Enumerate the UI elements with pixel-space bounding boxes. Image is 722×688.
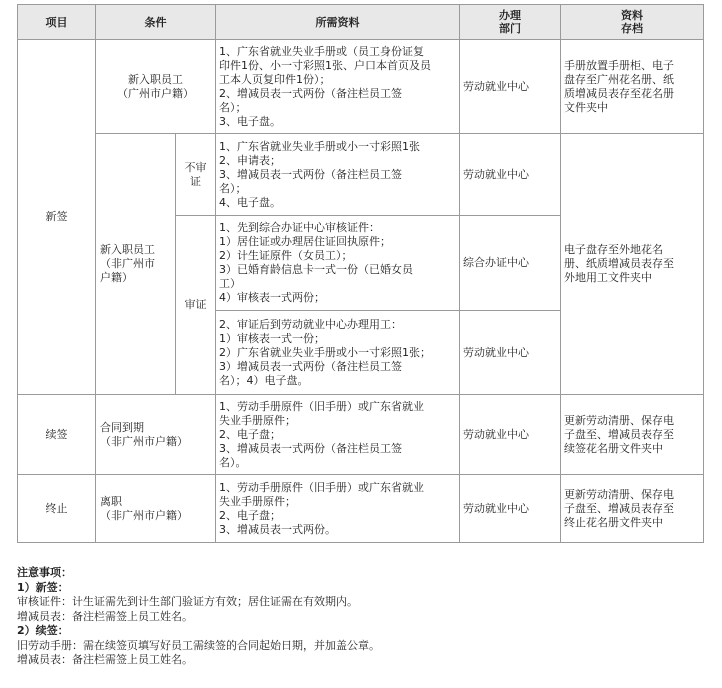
- archive-line: 终止花名册文件夹中: [564, 515, 663, 529]
- archive-line: 电子盘存至外地花名: [564, 243, 663, 256]
- material-line: 1）居住证或办理居住证回执原件；: [219, 235, 391, 248]
- material-line: 2、增减员表一式两份（备注栏员工签: [219, 86, 402, 100]
- material-line: 3）已婚育龄信息卡一式一份（已婚女员: [219, 263, 413, 276]
- material-line: 失业手册原件；: [219, 494, 296, 508]
- dept-cell: 劳动就业中心: [460, 475, 561, 543]
- condition-line: 新入职员工: [100, 243, 155, 256]
- archive-line: 手册放置手册柜、电子: [564, 58, 674, 72]
- dept-cell: 劳动就业中心: [460, 40, 561, 134]
- materials-cell: [216, 311, 460, 395]
- condition-line: 合同到期: [100, 420, 144, 434]
- dept-cell: 综合办证中心: [460, 216, 561, 311]
- material-line: 1、广东省就业失业手册或（员工身份证复: [219, 44, 424, 58]
- note-line: 审核证件：计生证需先到计生部门验证方有效；居住证需在有效期内。: [17, 595, 358, 608]
- materials-cell: [216, 40, 460, 134]
- subcondition-no-review: [176, 134, 216, 216]
- material-line: 失业手册原件；: [219, 413, 296, 427]
- material-line: 2、电子盘；: [219, 427, 281, 441]
- table-row: [18, 40, 704, 134]
- condition-line: 新入职员工: [128, 72, 183, 86]
- archive-line: 子盘至、增减员表存至: [564, 427, 674, 441]
- table-row: [18, 395, 704, 475]
- note-renew-title: 2）续签：: [17, 624, 69, 637]
- project-new: 新签: [18, 40, 96, 395]
- condition-line: 离职: [100, 494, 122, 508]
- archive-line: 更新劳动清册、保存电: [564, 487, 674, 501]
- material-line: 3、增减员表一式两份。: [219, 522, 336, 536]
- condition-cell: [96, 395, 216, 475]
- condition-line: （非广州市: [100, 257, 155, 270]
- material-line: 3、电子盘。: [219, 114, 281, 128]
- material-line: 2）广东省就业失业手册或小一寸彩照1张；: [219, 345, 431, 359]
- header-dept: [460, 5, 561, 40]
- material-line: 2）计生证原件（女员工）；: [219, 249, 353, 262]
- material-line: 3、增减员表一式两份（备注栏员工签: [219, 167, 402, 181]
- material-line: 1、广东省就业失业手册或小一寸彩照1张: [219, 139, 420, 153]
- header-condition: 条件: [96, 5, 216, 40]
- material-line: 2、电子盘；: [219, 508, 281, 522]
- material-line: 印件1份、小一寸彩照1张、户口本首页及员: [219, 58, 431, 72]
- header-row: [18, 5, 704, 40]
- notes-section: [17, 566, 707, 668]
- notes-title: 注意事项：: [17, 566, 72, 579]
- archive-cell: [561, 40, 704, 134]
- condition-line: （广州市户籍）: [117, 86, 194, 100]
- subcondition-line: 不审: [184, 160, 207, 174]
- archive-line: 册、纸质增减员表存至: [564, 257, 674, 270]
- header-archive: [561, 5, 704, 40]
- condition-line: （非广州市户籍）: [100, 508, 188, 522]
- archive-line: 更新劳动清册、保存电: [564, 413, 674, 427]
- archive-line: 文件夹中: [564, 100, 608, 114]
- archive-cell: [561, 475, 704, 543]
- procedure-table: [17, 4, 704, 543]
- dept-cell: 劳动就业中心: [460, 395, 561, 475]
- material-line: 1、劳动手册原件（旧手册）或广东省就业: [219, 399, 424, 413]
- note-line: 增减员表：备注栏需签上员工姓名。: [17, 653, 193, 666]
- archive-line: 盘存至广州花名册、纸: [564, 72, 674, 86]
- note-new-title: 1）新签：: [17, 580, 69, 594]
- condition-line: （非广州市户籍）: [100, 434, 188, 448]
- archive-line: 质增减员表存至花名册: [564, 86, 674, 100]
- archive-cell: [561, 395, 704, 475]
- note-line: 旧劳动手册：需在续签页填写好员工需续签的合同起始日期，并加盖公章。: [17, 638, 380, 652]
- material-line: 名）；: [219, 181, 247, 195]
- dept-cell: 劳动就业中心: [460, 311, 561, 395]
- material-line: 1、劳动手册原件（旧手册）或广东省就业: [219, 480, 424, 494]
- header-archive-line2: 存档: [621, 22, 643, 35]
- note-line: 增减员表：备注栏需签上员工姓名。: [17, 609, 193, 623]
- material-line: 名）。: [219, 455, 247, 469]
- material-line: 名）；4）电子盘。: [219, 373, 309, 387]
- header-materials: 所需资料: [216, 5, 460, 40]
- material-line: 1）审核表一式一份；: [219, 331, 325, 345]
- archive-cell: [561, 134, 704, 395]
- header-project: 项目: [18, 5, 96, 40]
- materials-cell: [216, 134, 460, 216]
- materials-cell: [216, 216, 460, 311]
- archive-line: 续签花名册文件夹中: [564, 441, 663, 455]
- condition-cell: [96, 134, 176, 395]
- project-terminate: 终止: [18, 475, 96, 543]
- subcondition-line: 证: [190, 174, 201, 188]
- archive-line: 外地用工文件夹中: [564, 271, 652, 284]
- material-line: 3、增减员表一式两份（备注栏员工签: [219, 441, 402, 455]
- material-line: 工本人页复印件1份）；: [219, 72, 331, 86]
- condition-line: 户籍）: [100, 271, 133, 284]
- material-line: 4、电子盘。: [219, 195, 281, 209]
- material-line: 名）；: [219, 100, 247, 114]
- condition-cell: [96, 40, 216, 134]
- header-dept-line1: 办理: [499, 9, 521, 22]
- materials-cell: [216, 475, 460, 543]
- material-line: 3）增减员表一式两份（备注栏员工签: [219, 359, 402, 373]
- table-row: [18, 475, 704, 543]
- dept-cell: 劳动就业中心: [460, 134, 561, 216]
- condition-cell: [96, 475, 216, 543]
- archive-line: 子盘至、增减员表存至: [564, 501, 674, 515]
- materials-cell: [216, 395, 460, 475]
- subcondition-review: 审证: [176, 216, 216, 395]
- header-archive-line1: 资料: [621, 9, 643, 22]
- material-line: 1、先到综合办证中心审核证件：: [219, 221, 380, 234]
- table-row: [18, 134, 704, 216]
- header-dept-line2: 部门: [499, 22, 521, 35]
- material-line: 4）审核表一式两份；: [219, 291, 325, 304]
- material-line: 2、申请表；: [219, 153, 281, 167]
- project-renew: 续签: [18, 395, 96, 475]
- material-line: 2、审证后到劳动就业中心办理用工：: [219, 317, 402, 331]
- material-line: 工）: [219, 277, 241, 290]
